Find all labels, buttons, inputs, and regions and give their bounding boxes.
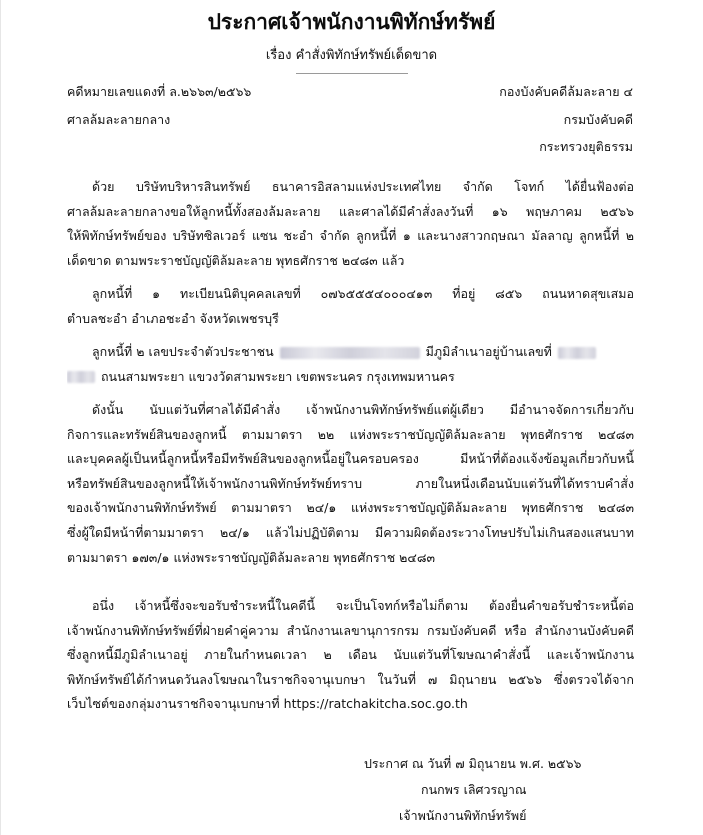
paragraph-line: ซึ่งผู้ใดมีหน้าที่ตามมาตรา ๒๔/๑ แล้วไม่ปฏิบัติตาม มีความผิดต้องระวางโทษปรับไม่เกินสองแสนบาท (67, 524, 634, 540)
redacted-house-number (558, 347, 596, 359)
signature-date: ประกาศ ณ วันที่ ๗ มิถุนายน พ.ศ. ๒๕๖๖ (364, 756, 582, 771)
document-subject: เรื่อง คำสั่งพิทักษ์ทรัพย์เด็ดขาด (265, 48, 438, 63)
debtor-2-address-rest: ถนนสามพระยา แขวงวัดสามพระยา เขตพระนคร กรุงเทพมหานคร (100, 368, 455, 384)
office-department: กรมบังคับคดี (563, 112, 633, 127)
paragraph-line: ของเจ้าพนักงานพิทักษ์ทรัพย์ ตามมาตรา ๒๔/๑ แห่งพระราชบัญญัติล้มละลาย พุทธศักราช ๒๔๘๓ (67, 500, 634, 516)
court-name: ศาลล้มละลายกลาง (67, 112, 171, 127)
paragraph-debtor-1 (67, 282, 634, 331)
paragraph-line: หรือทรัพย์สินของลูกหนี้ให้เจ้าพนักงานพิทักษ์ทรัพย์ทราบ ภายในหนึ่งเดือนนับแต่วันที่ได้ทราบคำสั่ง (67, 475, 634, 491)
debtor-2-id-label: ลูกหนี้ที่ ๒ เลขประจำตัวประชาชน (92, 344, 274, 359)
paragraph-line: ตำบลชะอำ อำเภอชะอำ จังหวัดเพชรบุรี (67, 310, 279, 326)
paragraph-line: และบุคคลผู้เป็นหนี้ลูกหนี้หรือมีทรัพย์สินของลูกหนี้อยู่ในครอบครอง มีหน้าที่ต้องแจ้งข้อมูลเกี่ยวกับหนี้ (67, 451, 634, 467)
paragraph-line: อนึ่ง เจ้าหนี้ซึ่งจะขอรับชำระหนี้ในคดีนี้ จะเป็นโจทก์หรือไม่ก็ตาม ต้องยื่นคำขอรับชำระหนี้ต่อ (92, 598, 634, 613)
signatory-name: กนกพร เลิศวรญาณ (421, 782, 527, 797)
title-divider (296, 73, 408, 74)
paragraph-line: กิจการและทรัพย์สินของลูกหนี้ ตามมาตรา ๒๒ แห่งพระราชบัญญัติล้มละลาย พุทธศักราช ๒๔๘๓ (67, 426, 634, 442)
paragraph-line: ให้พิทักษ์ทรัพย์ของ บริษัทซิลเวอร์ แซน ชะอำ จำกัด ลูกหนี้ที่ ๑ และนางสาวกฤษณา มัลลาญ ลูกหนี้ที่ ๒ (67, 228, 634, 244)
paragraph-lawsuit (67, 175, 634, 273)
paragraph-line: เด็ดขาด ตามพระราชบัญญัติล้มละลาย พุทธศักราช ๒๔๘๓ แล้ว (67, 252, 405, 268)
paragraph-line: ด้วย บริษัทบริหารสินทรัพย์ ธนาคารอิสลามแห่งประเทศไทย จำกัด โจทก์ ได้ยื่นฟ้องต่อ (92, 179, 634, 194)
redacted-address (67, 371, 95, 383)
paragraph-line: เว็บไซต์ของกลุ่มงานราชกิจจานุเบกษาที่ https://ratchakitcha.soc.go.th (67, 696, 468, 712)
paragraph-line: ตามมาตรา ๑๗๓/๑ แห่งพระราชบัญญัติล้มละลาย พุทธศักราช ๒๔๘๓ (67, 549, 436, 565)
page-edge (0, 0, 1, 835)
paragraph-line (67, 365, 634, 390)
paragraph-line: ศาลล้มละลายกลางขอให้ลูกหนี้ทั้งสองล้มละลาย และศาลได้มีคำสั่งลงวันที่ ๑๖ พฤษภาคม ๒๕๖๖ (67, 203, 634, 219)
paragraph-line: ดังนั้น นับแต่วันที่ศาลได้มีคำสั่ง เจ้าพนักงานพิทักษ์ทรัพย์แต่ผู้เดียว มีอำนาจจัดการเกี่ยวกับ (92, 402, 634, 417)
paragraph-line: ซึ่งลูกหนี้มีภูมิลำเนาอยู่ ภายในกำหนดเวลา ๒ เดือน นับแต่วันที่โฆษณาคำสั่งนี้ และเจ้าพนักงาน (67, 647, 634, 663)
case-number: คดีหมายเลขแดงที่ ล.๒๖๖๓/๒๕๖๖ (67, 84, 252, 99)
paragraph-line: เจ้าพนักงานพิทักษ์ทรัพย์ที่ฝ่ายคำคู่ความ สำนักงานเลขานุการกรม กรมบังคับคดี หรือ สำนักงานบังคับคดี (67, 622, 634, 638)
redacted-id-number (280, 347, 420, 359)
signatory-position: เจ้าพนักงานพิทักษ์ทรัพย์ (399, 808, 527, 823)
debtor-2-address-label: มีภูมิลำเนาอยู่บ้านเลขที่ (425, 344, 552, 359)
paragraph-line (67, 340, 634, 365)
office-division: กองบังคับคดีล้มละลาย ๔ (499, 84, 633, 99)
paragraph-line: พิทักษ์ทรัพย์ได้กำหนดวันลงโฆษณาในราชกิจจานุเบกษา ในวันที่ ๗ มิถุนายน ๒๕๖๖ ซึ่งตรวจได้จาก (67, 671, 634, 687)
office-ministry: กระทรวงยุติธรรม (539, 139, 633, 154)
paragraph-creditor-claims (67, 594, 634, 717)
paragraph-line: ลูกหนี้ที่ ๑ ทะเบียนนิติบุคคลเลขที่ ๐๗๖๕๕๕๔๐๐๐๔๑๓ ที่อยู่ ๘๕๖ ถนนหาดสุขเสมอ (92, 286, 634, 301)
paragraph-trustee-powers (67, 398, 634, 570)
paragraph-debtor-2 (67, 340, 634, 389)
document-title: ประกาศเจ้าพนักงานพิทักษ์ทรัพย์ (207, 9, 496, 34)
